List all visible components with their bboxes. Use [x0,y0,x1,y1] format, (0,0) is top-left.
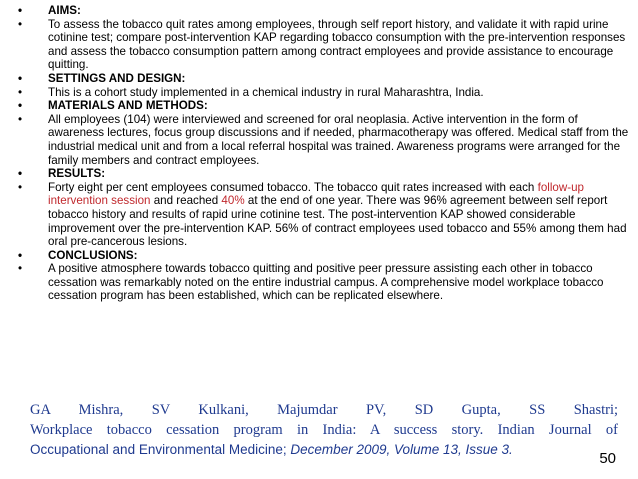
conclusions-text: • A positive atmosphere towards tobacco quitting and positive peer pressure assisting each other in tobacco cessation was remarkably noted on the entire industrial campus. A comprehensive model workplace tobacco cessation program has been established, which can be replicated elsewhere. [18,262,630,303]
reference-line-1: GA Mishra, SV Kulkani, Majumdar PV, SD Gupta, SS Shastri; [30,402,618,418]
results-highlight-session: follow-up intervention session [48,180,584,208]
reference-line-2: Workplace tobacco cessation program in India: A success story. Indian Journal of [30,422,618,438]
reference-journal: Occupational and Environmental Medicine; [30,442,287,457]
reference-line-3 [30,440,618,460]
page-number: 50 [599,450,616,467]
settings-text: • This is a cohort study implemented in a chemical industry in rural Maharashtra, India. [18,86,630,100]
conclusions-heading: • CONCLUSIONS: [18,249,630,263]
methods-heading: • MATERIALS AND METHODS: [18,99,630,113]
methods-text: • All employees (104) were interviewed and screened for oral neoplasia. Active intervention in the form of awareness lectures, focus group discussions and if needed, pharmacotherapy was offered. Medical staff from the industrial medical unit and from a local referral hospital was trained. Awareness programs were arranged for the family members and contract employees. [18,113,630,167]
aims-text: • To assess the tobacco quit rates among employees, through self report history, and validate it with rapid urine cotinine test; compare post-intervention KAP regarding tobacco consumption with the pre-intervention responses and assess the tobacco consumption pattern among contract employees and provide assistance to encourage quitting. [18,18,630,72]
results-text-part-3: at the end of one year. There was 96% agreement between self report tobacco history and results of rapid urine cotinine test. The post-intervention KAP showed considerable improvement over the pre-intervention KAP. 56% of contract employees used tobacco and 55% among them had oral pre-cancerous lesions. [48,194,627,249]
reference-citation [30,400,618,460]
aims-heading: • AIMS: [18,4,630,18]
abstract-bullet-list [18,4,630,303]
results-heading: • RESULTS: [18,167,630,181]
results-text-part-1: Forty eight per cent employees consumed tobacco. The tobacco quit rates increased with each [48,180,535,194]
settings-heading: • SETTINGS AND DESIGN: [18,72,630,86]
results-highlight-percent: 40% [221,194,245,208]
results-text-part-2: and reached [153,194,219,208]
reference-date-volume: December 2009, Volume 13, Issue 3. [290,442,513,457]
results-text [18,181,630,249]
